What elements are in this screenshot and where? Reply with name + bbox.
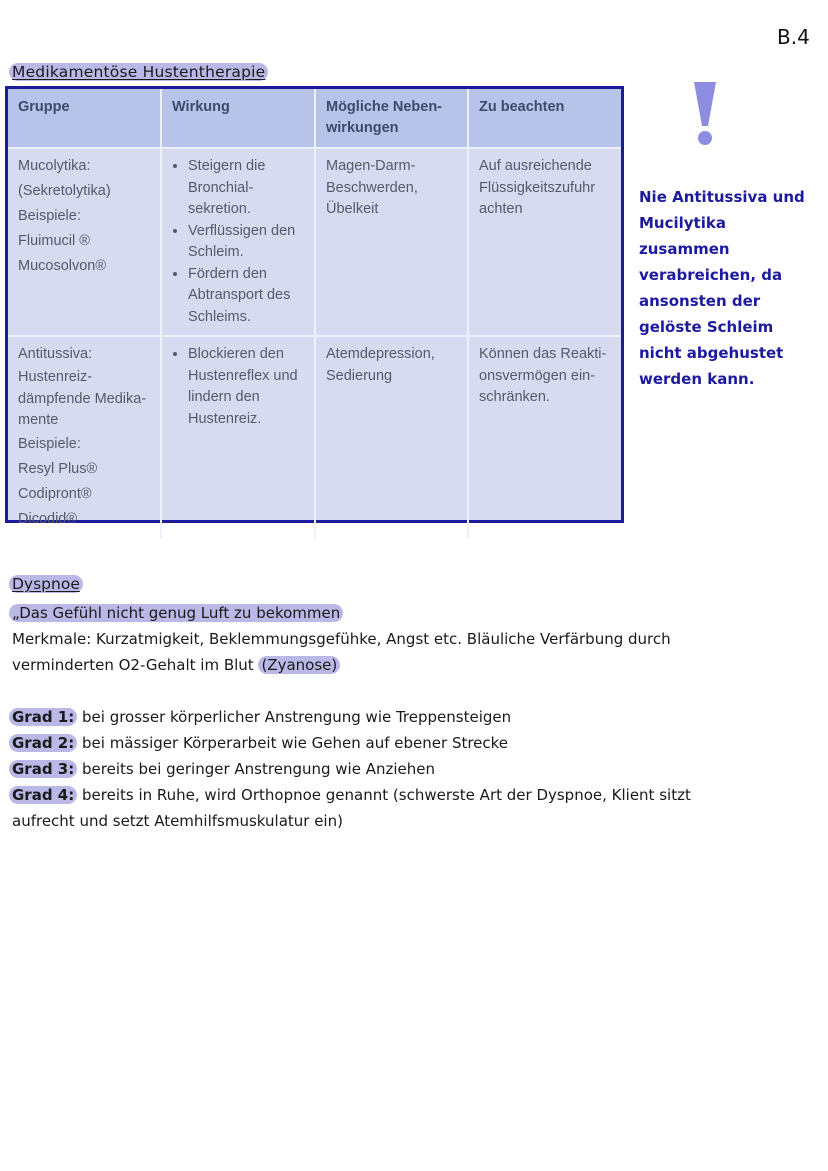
- grade-text: bereits in Ruhe, wird Orthopnoe genannt (schwerste Art der Dyspnoe, Klient sitzt: [77, 786, 691, 804]
- grade-4-continuation: aufrecht und setzt Atemhilfsmuskulatur ein): [12, 812, 343, 830]
- group-line: Beispiele:: [18, 208, 81, 224]
- cell-effects: [161, 148, 315, 336]
- zyanose-highlight: (Zyanose): [258, 656, 340, 674]
- grade-text: bei grosser körperlicher Anstrengung wie Treppensteigen: [77, 708, 512, 726]
- group-line: Antitussiva:: [18, 346, 93, 362]
- definition-text: „Das Gefühl nicht genug Luft zu bekommen: [9, 604, 343, 622]
- warning-note: Nie Antitussiva und Mucilytika zusammen verabreichen, da ansonsten der gelöste Schleim nicht abgehustet werden kann.: [639, 188, 805, 388]
- cell-side-effects: Magen-Darm-Beschwerden, Übelkeit: [315, 148, 468, 336]
- group-line: Mucolytika:: [18, 158, 91, 174]
- cell-side-effects: Atemdepression, Sedierung: [315, 336, 468, 539]
- header-zu-beachten: Zu beachten: [468, 89, 621, 148]
- section-title-dyspnoe: [12, 575, 83, 593]
- header-wirkung: Wirkung: [161, 89, 315, 148]
- page-number: B.4: [777, 25, 810, 49]
- cell-notes: Können das Reakti-onsvermögen ein-schränken.: [468, 336, 621, 539]
- grade-2: [12, 730, 508, 756]
- grade-3: [12, 756, 435, 782]
- grade-label: Grad 1:: [9, 708, 77, 726]
- merkmale-text: verminderten O2-Gehalt im Blut: [12, 656, 259, 674]
- cell-effects: [161, 336, 315, 539]
- group-line: Fluimucil ®: [18, 233, 90, 249]
- group-line: Dicodid®: [18, 510, 78, 527]
- header-nebenwirkungen: Mögliche Neben-wirkungen: [315, 89, 468, 148]
- medication-table: [5, 86, 624, 527]
- merkmale-line-1: Merkmale: Kurzatmigkeit, Beklemmungsgefühke, Angst etc. Bläuliche Verfärbung durch: [12, 630, 671, 648]
- list-item: • Steigern die Bronchial-sekretion.: [188, 156, 304, 221]
- dyspnoe-title-text: Dyspnoe: [9, 575, 83, 593]
- group-line: Beispiele:: [18, 435, 81, 452]
- exclamation-icon: [680, 80, 730, 150]
- grade-label: Grad 2:: [9, 734, 77, 752]
- cell-group: [8, 336, 161, 539]
- group-line: Codipront®: [18, 485, 92, 502]
- grade-label: Grad 4:: [9, 786, 77, 804]
- section-title-text: Medikamentöse Hustentherapie: [9, 63, 268, 81]
- table-header-row: [8, 89, 621, 148]
- grade-label: Grad 3:: [9, 760, 77, 778]
- group-line: Resyl Plus®: [18, 460, 98, 477]
- grade-text: bei mässiger Körperarbeit wie Gehen auf ebener Strecke: [77, 734, 509, 752]
- list-item: • Fördern den Abtransport des Schleims.: [188, 264, 304, 329]
- grade-4: [12, 782, 691, 808]
- dyspnoe-definition: [12, 600, 343, 626]
- cell-group: [8, 148, 161, 336]
- grade-1: [12, 704, 511, 730]
- table-row: [8, 148, 621, 336]
- header-gruppe: Gruppe: [8, 89, 161, 148]
- table-row: [8, 336, 621, 539]
- section-title-hustentherapie: [12, 63, 268, 81]
- merkmale-line-2: [12, 652, 340, 678]
- grade-text: bereits bei geringer Anstrengung wie Anziehen: [77, 760, 435, 778]
- medication-table-grid: [8, 89, 621, 539]
- group-line: Mucosolvon®: [18, 258, 107, 274]
- list-item: • Verflüssigen den Schleim.: [188, 221, 304, 264]
- cell-notes: Auf ausreichende Flüssigkeitszufuhr achten: [468, 148, 621, 336]
- list-item: • Blockieren den Hustenreflex und lindern den Hustenreiz.: [188, 344, 304, 430]
- group-line: (Sekretolytika): [18, 183, 111, 199]
- group-line: Hustenreiz-dämpfende Medika-mente: [18, 369, 147, 428]
